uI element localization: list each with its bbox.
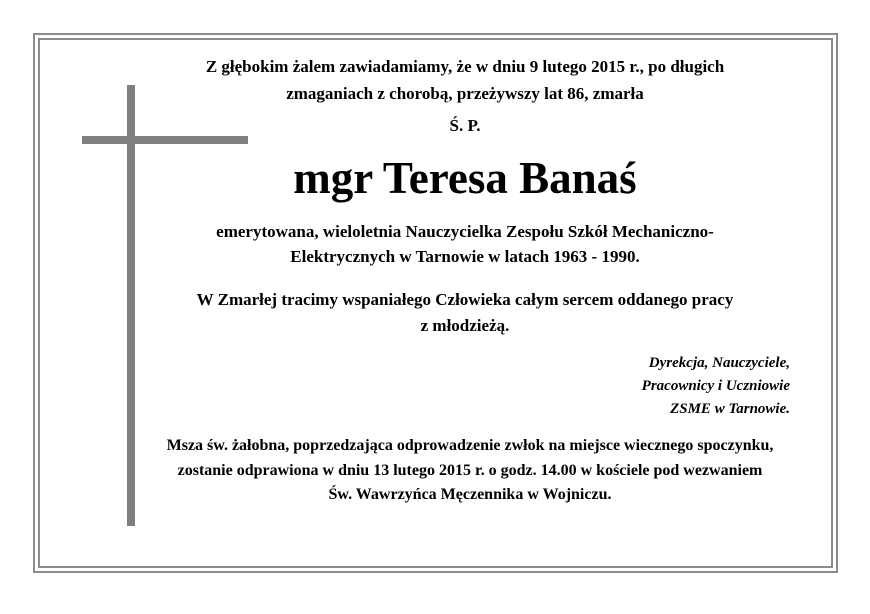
signature-line-3: ZSME w Tarnowie. — [670, 401, 790, 417]
mass-line-2: zostanie odprawiona w dniu 13 lutego 2015 r. o godz. 14.00 w kościele pod wezwaniem — [177, 462, 763, 479]
honorific: Ś. P. — [449, 116, 481, 135]
deceased-name: mgr Teresa Banaś — [293, 153, 637, 203]
signature-line-2: Pracownicy i Uczniowie — [641, 378, 790, 394]
tribute-line-1: W Zmarłej tracimy wspaniałego Człowieka całym sercem oddanego pracy — [196, 290, 734, 309]
mass-line-3: Św. Wawrzyńca Męczennika w Wojniczu. — [328, 486, 612, 503]
intro-line-2: zmaganiach z chorobą, przeżywszy lat 86, zmarła — [286, 84, 644, 103]
description-line-1: emerytowana, wieloletnia Nauczycielka Zespołu Szkół Mechaniczno- — [216, 222, 714, 241]
mass-line-1: Msza św. żałobna, poprzedzająca odprowadzenie zwłok na miejsce wiecznego spoczynku, — [166, 437, 774, 454]
cross-horizontal-beam — [82, 136, 248, 144]
tribute-line-2: z młodzieżą. — [420, 316, 510, 335]
signature-line-1: Dyrekcja, Nauczyciele, — [648, 355, 790, 371]
intro-line-1: Z głębokim żalem zawiadamiamy, że w dniu 9 lutego 2015 r., po długich — [205, 57, 725, 76]
description-line-2: Elektrycznych w Tarnowie w latach 1963 - 1990. — [290, 247, 640, 266]
